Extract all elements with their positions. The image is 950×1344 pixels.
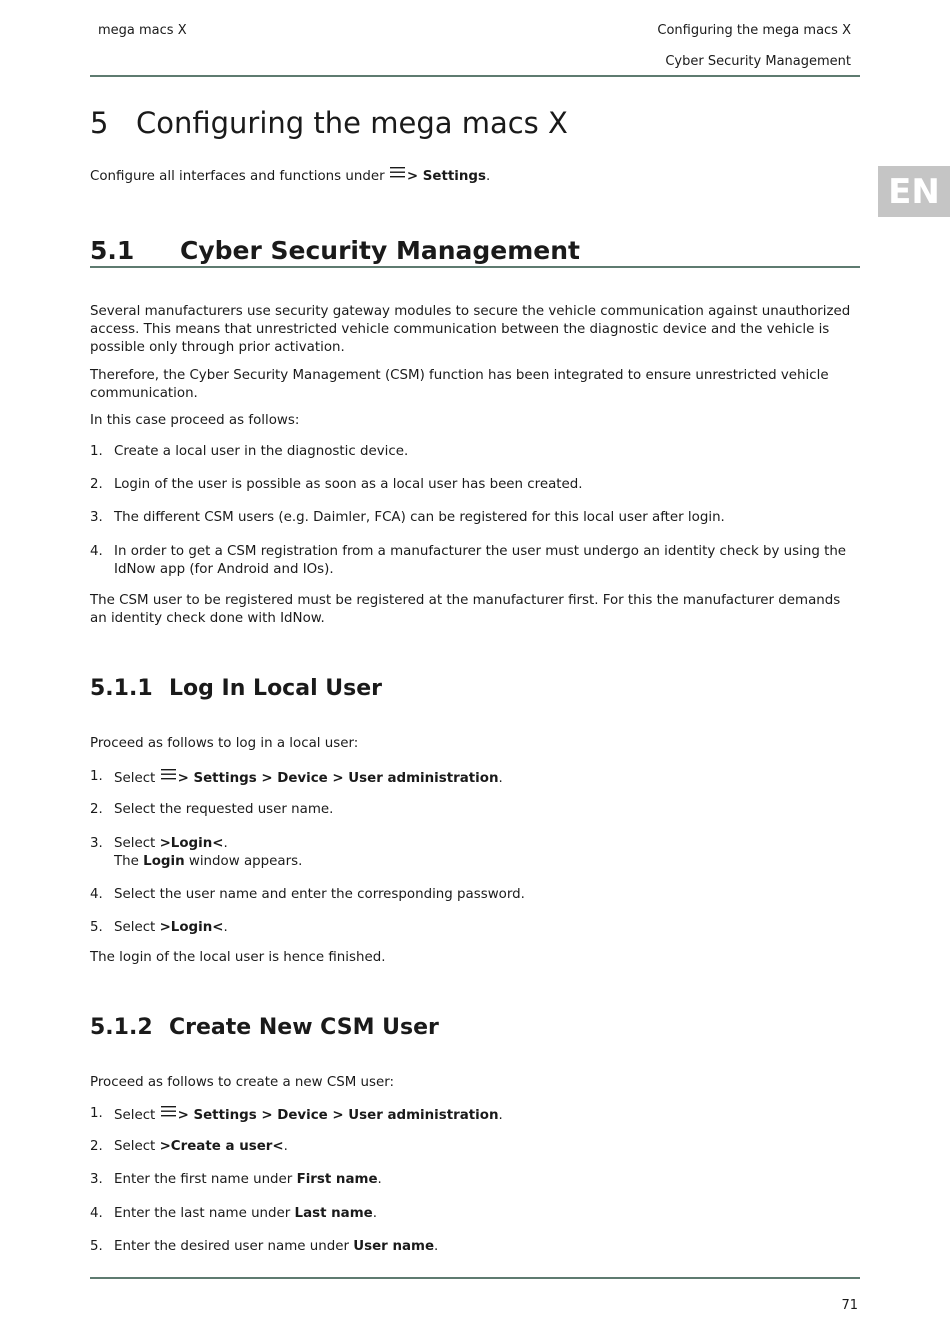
list-item xyxy=(90,1138,860,1156)
list-item xyxy=(90,768,860,788)
list-suffix: . xyxy=(434,1239,439,1254)
list-number: 2. xyxy=(90,477,103,492)
list-item xyxy=(90,1238,860,1256)
list-item xyxy=(90,835,860,871)
language-tab: EN xyxy=(878,166,950,217)
list-text: Create a local user in the diagnostic device. xyxy=(114,444,409,459)
chapter-intro xyxy=(90,166,860,186)
list-item xyxy=(90,443,860,461)
list-text: Enter the first name under xyxy=(114,1172,297,1187)
login-window-ref: Login xyxy=(143,854,185,869)
list-suffix: . xyxy=(377,1172,382,1187)
list-item xyxy=(90,476,860,494)
subsection-title: Create New CSM User xyxy=(169,1015,439,1040)
list-suffix: . xyxy=(498,1108,503,1123)
list-text: Enter the last name under xyxy=(114,1206,295,1221)
running-header-chapter: Configuring the mega macs X xyxy=(657,23,851,38)
list-item xyxy=(90,886,860,904)
intro-text: Configure all interfaces and functions under xyxy=(90,169,385,184)
list-text: Select the user name and enter the corresponding password. xyxy=(114,887,525,902)
login-intro: Proceed as follows to log in a local user: xyxy=(90,736,359,751)
menu-icon xyxy=(390,166,405,184)
list-item xyxy=(90,1105,860,1125)
field-ref: User name xyxy=(353,1239,435,1254)
section-number: 5.1 xyxy=(90,236,135,265)
page-number: 71 xyxy=(841,1298,858,1313)
list-item xyxy=(90,1171,860,1189)
list-text: Select xyxy=(114,836,160,851)
section-paragraph-3: In this case proceed as follows: xyxy=(90,413,300,428)
section-paragraph-4: The CSM user to be registered must be registered at the manufacturer first. For this the manufacturer demands an identity check done with IdNow. xyxy=(90,593,841,626)
list-text: The different CSM users (e.g. Daimler, FCA) can be registered for this local user after login. xyxy=(114,510,725,525)
list-suffix: . xyxy=(498,771,503,786)
list-number: 5. xyxy=(90,920,103,935)
list-number: 5. xyxy=(90,1239,103,1254)
field-ref: Last name xyxy=(294,1206,373,1221)
list-item xyxy=(90,543,860,579)
result-text: The xyxy=(114,854,144,869)
subsection-title: Log In Local User xyxy=(169,676,382,701)
section-title: Cyber Security Management xyxy=(180,236,580,265)
subsection-number: 5.1.1 xyxy=(90,676,153,701)
list-text: Login of the user is possible as soon as a local user has been created. xyxy=(114,477,583,492)
list-item xyxy=(90,801,860,819)
create-user-button-ref: >Create a user< xyxy=(159,1139,284,1154)
menu-icon xyxy=(161,1105,176,1123)
field-ref: First name xyxy=(296,1172,378,1187)
login-button-ref: >Login< xyxy=(159,836,224,851)
list-number: 3. xyxy=(90,1172,103,1187)
list-item xyxy=(90,1205,860,1223)
list-text: Select the requested user name. xyxy=(114,802,334,817)
list-number: 1. xyxy=(90,1106,103,1121)
list-suffix: . xyxy=(283,1139,288,1154)
section-paragraph-1: Several manufacturers use security gateway modules to secure the vehicle communication against unauthorized access. This means that unrestricted vehicle communication between the diagnostic device and the vehicle is possible only through prior activation. xyxy=(90,304,851,355)
list-number: 3. xyxy=(90,510,103,525)
intro-suffix: . xyxy=(485,169,491,184)
header-rule xyxy=(90,75,860,77)
list-text: Select xyxy=(114,1139,160,1154)
running-header-left: mega macs X xyxy=(98,23,187,38)
settings-path: > Settings xyxy=(406,169,486,184)
list-number: 4. xyxy=(90,887,103,902)
list-number: 4. xyxy=(90,544,103,559)
list-number: 4. xyxy=(90,1206,103,1221)
menu-path: > Settings > Device > User administration xyxy=(177,1108,499,1123)
list-text: Enter the desired user name under xyxy=(114,1239,354,1254)
list-text: Select xyxy=(114,1108,156,1123)
chapter-number: 5 xyxy=(90,106,109,140)
list-number: 1. xyxy=(90,444,103,459)
chapter-heading xyxy=(90,106,568,140)
list-number: 3. xyxy=(90,836,103,851)
list-suffix: . xyxy=(223,836,228,851)
list-suffix: . xyxy=(223,920,228,935)
subsection-heading-create xyxy=(90,1015,439,1040)
subsection-heading-login xyxy=(90,676,382,701)
list-number: 1. xyxy=(90,769,103,784)
list-item xyxy=(90,919,860,937)
list-item xyxy=(90,509,860,527)
section-heading xyxy=(90,236,860,268)
section-paragraph-2: Therefore, the Cyber Security Management (CSM) function has been integrated to ensure unrestricted vehicle communication. xyxy=(90,368,829,401)
footer-rule xyxy=(90,1277,860,1279)
login-outro: The login of the local user is hence finished. xyxy=(90,950,386,965)
list-number: 2. xyxy=(90,802,103,817)
menu-path: > Settings > Device > User administration xyxy=(177,771,499,786)
list-text: Select xyxy=(114,920,160,935)
result-text: window appears. xyxy=(184,854,303,869)
login-button-ref: >Login< xyxy=(159,920,224,935)
list-text: Select xyxy=(114,771,156,786)
create-intro: Proceed as follows to create a new CSM user: xyxy=(90,1075,395,1090)
list-text: In order to get a CSM registration from a manufacturer the user must undergo an identity check by using the IdNow app (for Android and IOs). xyxy=(114,544,847,577)
subsection-number: 5.1.2 xyxy=(90,1015,153,1040)
menu-icon xyxy=(161,768,176,786)
list-number: 2. xyxy=(90,1139,103,1154)
list-suffix: . xyxy=(372,1206,378,1221)
running-header-section: Cyber Security Management xyxy=(665,54,851,69)
chapter-title: Configuring the mega macs X xyxy=(136,106,568,140)
